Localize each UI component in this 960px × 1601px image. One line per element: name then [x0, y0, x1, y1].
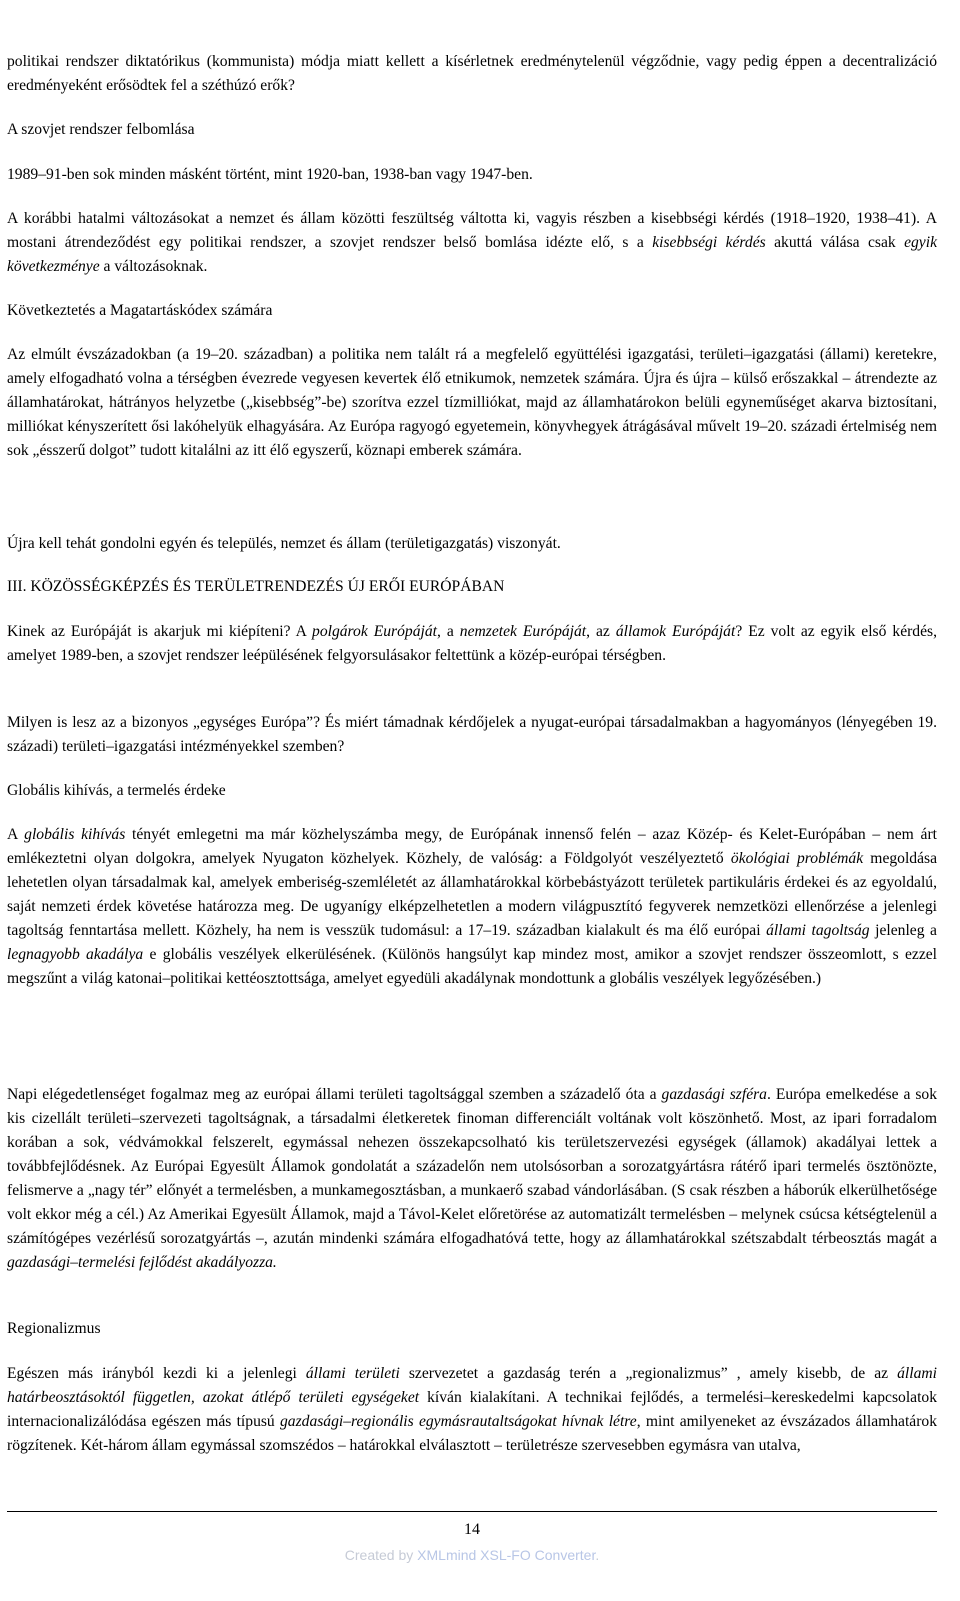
italic-text: polgárok Európáját [312, 623, 437, 640]
paragraph-text: III. KÖZÖSSÉGKÉPZÉS ÉS TERÜLETRENDEZÉS ÚJ ERŐI EURÓPÁBAN [7, 578, 505, 595]
paragraph-text: megoldása lehetetlen olyan társadalmak kal, amelyek emberiség-szemléletét az államhatárokkal körbebástyázott területek partikuláris érdekei és az egyoldalú, saját nemzeti érdek követése határozza meg. De ugyanígy elképzelhetetlen a modern világpusztító fegyverek nemzetközi ellenőrzése a jelenlegi tagoltság fenntartása mellett. Közhely, ha nem is vesszük tudomásul: a 17–19. században kialakult és ma élő európai [7, 850, 937, 939]
italic-text: államok Európáját [615, 623, 736, 640]
italic-text: gazdasági–regionális egymásrautaltságokat hívnak létre [279, 1413, 637, 1430]
paragraph-text: kíván kialakítani. A technikai fejlődés, a termelési–kereskedelmi kapcsolatok internacionalizálódása egészen más típusú [7, 1389, 937, 1430]
paragraph-p2 [7, 118, 937, 142]
paragraph-text: Regionalizmus [7, 1320, 101, 1337]
paragraph-p12 [7, 823, 937, 991]
credit-prefix: Created by [344, 1547, 418, 1563]
italic-text: globális kihívás [24, 826, 126, 843]
paragraph-p5 [7, 299, 937, 323]
paragraph-text: A korábbi hatalmi változásokat a nemzet és állam közötti feszültség váltotta ki, vagyis részben a kisebbségi kérdés (1918–1920, 1938–41). A mostani átrendeződést egy politikai rendszer, a szovjet rendszer belső bomlása idézte elő, s a [7, 210, 937, 251]
paragraph-text: Kinek az Európáját is akarjuk mi kiépíteni? A [7, 623, 313, 640]
italic-text: egyik következménye [7, 234, 937, 275]
paragraph-p13 [7, 1083, 937, 1275]
paragraph-text: Az elmúlt évszázadokban (a 19–20. században) a politika nem talált rá a megfelelő együttélési igazgatási, területi–igazgatási (állami) keretekre, amely elfogadható volna a térségben évezrede vegyesen kevertek élő etnikumok, nemzetek számára. Újra és újra – külső erőszakkal – átrendezte az államhatárokat, hátrányos helyzetbe („kisebbség”-be) szorítva ezzel tízmilliókat, majd az államhatárokon belüli egyneműséget akarva biztosítani, milliókat kényszerített ősi lakóhelyük elhagyására. Az Európa ragyogó egyetemein, könyvhegyek átrágásával művelt 19–20. századi értelmiség nem sok „ésszerű dolgot” tudott kitalálni az itt élő egyszerű, köznapi emberek számára. [7, 346, 937, 459]
paragraph-text: Globális kihívás, a termelés érdeke [7, 782, 226, 799]
credit-link[interactable]: XMLmind XSL-FO Converter [417, 1547, 596, 1563]
paragraph-p1 [7, 50, 937, 98]
paragraph-p4 [7, 207, 937, 279]
paragraph-text: A szovjet rendszer felbomlása [7, 121, 195, 138]
paragraph-text: Újra kell tehát gondolni egyén és település, nemzet és állam (területigazgatás) viszonyát. [7, 535, 561, 552]
paragraph-text: Egészen más irányból kezdi ki a jelenlegi [7, 1365, 306, 1382]
paragraph-text: tényét emlegetni ma már közhelyszámba megy, de Európának innenső felén – azaz Közép- és Kelet-Európában – nem árt emlékeztetni olyan dolgokra, amelyek Nyugaton közhelyek. Közhely, de valóság: a Földgolyót veszélyeztető [7, 826, 937, 867]
paragraph-text: , a [436, 623, 460, 640]
paragraph-text: ? Ez volt az egyik első kérdés, amelyet 1989-ben, a szovjet rendszer leépülésének felgyorsulásakor feltettünk a közép-európai térségben. [7, 623, 937, 664]
paragraph-p15 [7, 1362, 937, 1458]
paragraph-text: A [7, 826, 25, 843]
italic-text: gazdasági szféra [661, 1086, 767, 1103]
paragraph-text: politikai rendszer diktatórikus (kommunista) módja miatt kellett a kísérletnek eredménytelenül végződnie, vagy pedig éppen a decentralizáció eredményeként erősödtek fel a széthúzó erők? [7, 53, 937, 94]
page-number: 14 [464, 1521, 480, 1538]
paragraph-p11 [7, 779, 937, 803]
paragraph-p9 [7, 620, 937, 668]
footer-divider [7, 1511, 937, 1512]
paragraph-p8 [7, 575, 937, 599]
paragraph-text: a változásoknak. [99, 258, 208, 275]
paragraph-text: Következtetés a Magatartáskódex számára [7, 302, 273, 319]
italic-text: gazdasági–termelési fejlődést akadályozza. [7, 1254, 277, 1271]
paragraph-text: akuttá válása csak [765, 234, 905, 251]
paragraph-p6 [7, 343, 937, 463]
paragraph-p14 [7, 1317, 937, 1341]
italic-text: kisebbségi kérdés [652, 234, 766, 251]
italic-text: ökológiai problémák [730, 850, 864, 867]
paragraph-p10 [7, 711, 937, 759]
paragraph-text: . Európa emelkedése a sok kis cizellált területi–szervezeti tagoltságnak, a társadalmi életkeretek finoman differenciált voltának volt köszönhető. Most, az ipari forradalom korában a sok, védvámokkal felszerelt, egymással nehezen összekapcsolható kis területszervezési egységek (államok) akadályai lettek a továbbfejlődésnek. Az Európai Egyesült Államok gondolatát a századelőn nem utolsósorban a sorozatgyártásra rátérő ipari termelés ösztönözte, felismerve a „nagy tér” előnyét a termelésben, a munkamegosztásban, a munkaerő szabad vándorlásában. (S csak részben a háborúk elkerülhetősége volt ekkor még a cél.) Az Amerikai Egyesült Államok, majd a Távol-Kelet előretörése az automatizált termelésben – melynek csúcsa kétségtelenül a számítógépes vezérlésű sorozatgyártás –, azután mindenki számára elfogadhatóvá tette, hogy az államhatárokkal szétszabdalt térbeosztás magát a [7, 1086, 937, 1247]
paragraph-text: e globális veszélyek elkerülésének. (Különös hangsúlyt kap mindez most, amikor a szovjet rendszer összeomlott, s ezzel megszűnt a világ katonai–politikai kettéosztottsága, amelyet egyedüli akadálynak mondottunk a globális veszélyek legyőzésében.) [7, 946, 937, 987]
document-page [7, 0, 937, 1601]
credit-suffix: . [595, 1547, 600, 1563]
paragraph-text: 1989–91-ben sok minden másként történt, mint 1920-ban, 1938-ban vagy 1947-ben. [7, 166, 533, 183]
paragraph-text: , mint amilyeneket az évszázados államhatárok rögzítenek. Két-három állam egymással szomszédos – határokkal elválasztott – területrésze szervesebben egymásra van utalva, [7, 1413, 938, 1454]
paragraph-text: szervezetet a gazdaság terén a „regionalizmus” , amely kisebb, de az [399, 1365, 898, 1382]
paragraph-text: Milyen is lesz az a bizonyos „egységes Európa”? És miért támadnak kérdőjelek a nyugat-európai társadalmakban a hagyományos (lényegében 19. századi) területi–igazgatási intézményekkel szemben? [7, 714, 937, 755]
converter-credit [7, 1545, 937, 1565]
paragraph-p7 [7, 532, 937, 556]
italic-text: állami tagoltság [766, 922, 870, 939]
paragraph-text: , az [586, 623, 616, 640]
paragraph-text: jelenleg a [869, 922, 937, 939]
paragraph-p3 [7, 163, 937, 187]
paragraph-text: Napi elégedetlenséget fogalmaz meg az európai állami területi tagoltsággal szemben a századelő óta a [7, 1086, 662, 1103]
italic-text: állami határbeosztásoktól független, azokat átlépő területi egységeket [7, 1365, 937, 1406]
italic-text: nemzetek Európáját [459, 623, 587, 640]
italic-text: állami területi [305, 1365, 400, 1382]
italic-text: legnagyobb akadálya [7, 946, 144, 963]
